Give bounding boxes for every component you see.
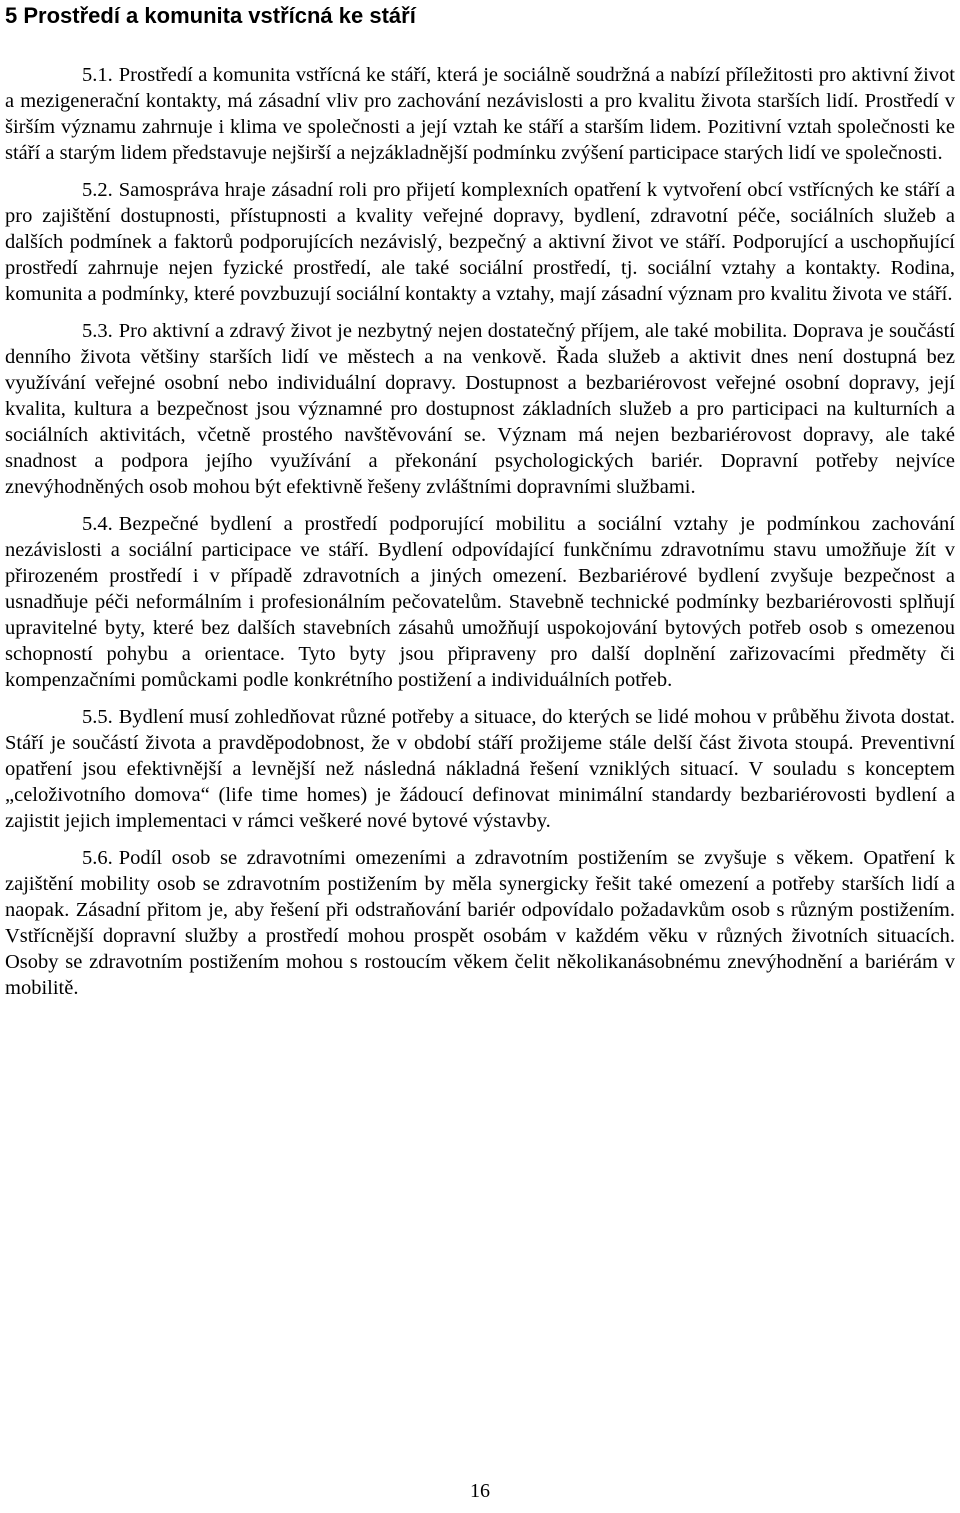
paragraph-number: 5.4. — [82, 513, 113, 535]
paragraph-number: 5.2. — [82, 179, 113, 201]
paragraph-number: 5.1. — [82, 64, 113, 86]
section-heading: 5 Prostředí a komunita vstřícná ke stáří — [5, 3, 416, 28]
paragraph-text: Bezpečné bydlení a prostředí podporující mobilitu a sociální vztahy je podmínkou zachování nezávislosti a sociální participace ve stáří. Bydlení odpovídající funkčnímu zdravotnímu stavu umožňuje žít v přirozeném prostředí i v případě zdravotních a jiných omezení. Bezbariérové bydlení zvyšuje bezpečnost a usnadňuje péči neformálním i profesionálním pečovatelům. Stavebně technické podmínky bezbariérovosti splňují upravitelné byty, které bez dalších stavebních zásahů umožňují uspokojování bytových potřeb osob s omezenou schopností pohybu a orientace. Tyto byty jsou připraveny pro další doplnění zařizovacími předměty či kompenzačními pomůckami podle konkrétního postižení a individuálních potřeb. — [5, 513, 955, 691]
paragraph-text: Prostředí a komunita vstřícná ke stáří, která je sociálně soudržná a nabízí příležitosti pro aktivní život a mezigenerační kontakty, má zásadní vliv pro zachování nezávislosti a pro kvalitu života starších lidí. Prostředí v širším významu zahrnuje i klima ve společnosti a její vztah ke stáří a starším lidem. Pozitivní vztah společnosti ke stáří a starým lidem představuje nejširší a nejzákladnější podmínku zvýšení participace starých lidí ve společnosti. — [5, 64, 955, 164]
paragraph-5-4 — [5, 511, 955, 693]
paragraph-5-3 — [5, 318, 955, 500]
paragraph-5-1 — [5, 62, 955, 166]
paragraph-text: Pro aktivní a zdravý život je nezbytný nejen dostatečný příjem, ale také mobilita. Doprava je součástí denního života většiny starších lidí ve městech a na venkově. Řada služeb a aktivit dnes není dostupná bez využívání veřejné osobní nebo individuální dopravy. Dostupnost a bezbariérovost veřejné osobní dopravy, její kvalita, kultura a bezpečnost jsou významné pro dostupnost základních služeb a pro participaci na kulturních a sociálních aktivitách, včetně prostého navštěvování se. Význam má nejen bezbariérovost dopravy, ale také snadnost a podpora jejího využívání a překonání psychologických bariér. Dopravní potřeby nejvíce znevýhodněných osob mohou být efektivně řešeny zvláštními dopravními službami. — [5, 320, 955, 498]
paragraph-5-6 — [5, 845, 955, 1001]
paragraph-text: Bydlení musí zohledňovat různé potřeby a situace, do kterých se lidé mohou v průběhu života dostat. Stáří je součástí života a pravděpodobnost, že v období stáří prožijeme stále delší část života stoupá. Preventivní opatření jsou efektivnější a levnější než následná nákladná řešení vzniklých situací. V souladu s konceptem „celoživotního domova“ (life time homes) je žádoucí definovat minimální standardy bezbariérovosti bydlení a zajistit jejich implementaci v rámci veškeré nové bytové výstavby. — [5, 706, 955, 832]
paragraph-text: Podíl osob se zdravotními omezeními a zdravotním postižením se zvyšuje s věkem. Opatření k zajištění mobility osob se zdravotním postižením by měla synergicky řešit také omezení a potřeby starších lidí a naopak. Zásadní přitom je, aby řešení při odstraňování bariér odpovídalo požadavkům osob s různým postižením. Vstřícnější dopravní služby a prostředí mohou prospět osobám v každém věku v různých životních situacích. Osoby se zdravotním postižením mohou s rostoucím věkem čelit několikanásobnému znevýhodnění a bariérám v mobilitě. — [5, 847, 955, 999]
section-body — [5, 62, 955, 1012]
paragraph-5-2 — [5, 177, 955, 307]
paragraph-text: Samospráva hraje zásadní roli pro přijetí komplexních opatření k vytvoření obcí vstřícných ke stáří a pro zajištění dostupnosti, přístupnosti a kvality veřejné dopravy, bydlení, zdravotní péče, sociálních služeb a dalších podmínek a faktorů podporujících nezávislý, bezpečný a aktivní život ve stáří. Podporující a uschopňující prostředí zahrnuje nejen fyzické prostředí, ale také sociální prostředí, tj. sociální vztahy a kontakty. Rodina, komunita a podmínky, které povzbuzují sociální kontakty a vztahy, mají zásadní význam pro kvalitu života ve stáří. — [5, 179, 955, 305]
paragraph-number: 5.6. — [82, 847, 113, 869]
paragraph-number: 5.5. — [82, 706, 113, 728]
paragraph-number: 5.3. — [82, 320, 113, 342]
page-number: 16 — [470, 1480, 490, 1502]
paragraph-5-5 — [5, 704, 955, 834]
